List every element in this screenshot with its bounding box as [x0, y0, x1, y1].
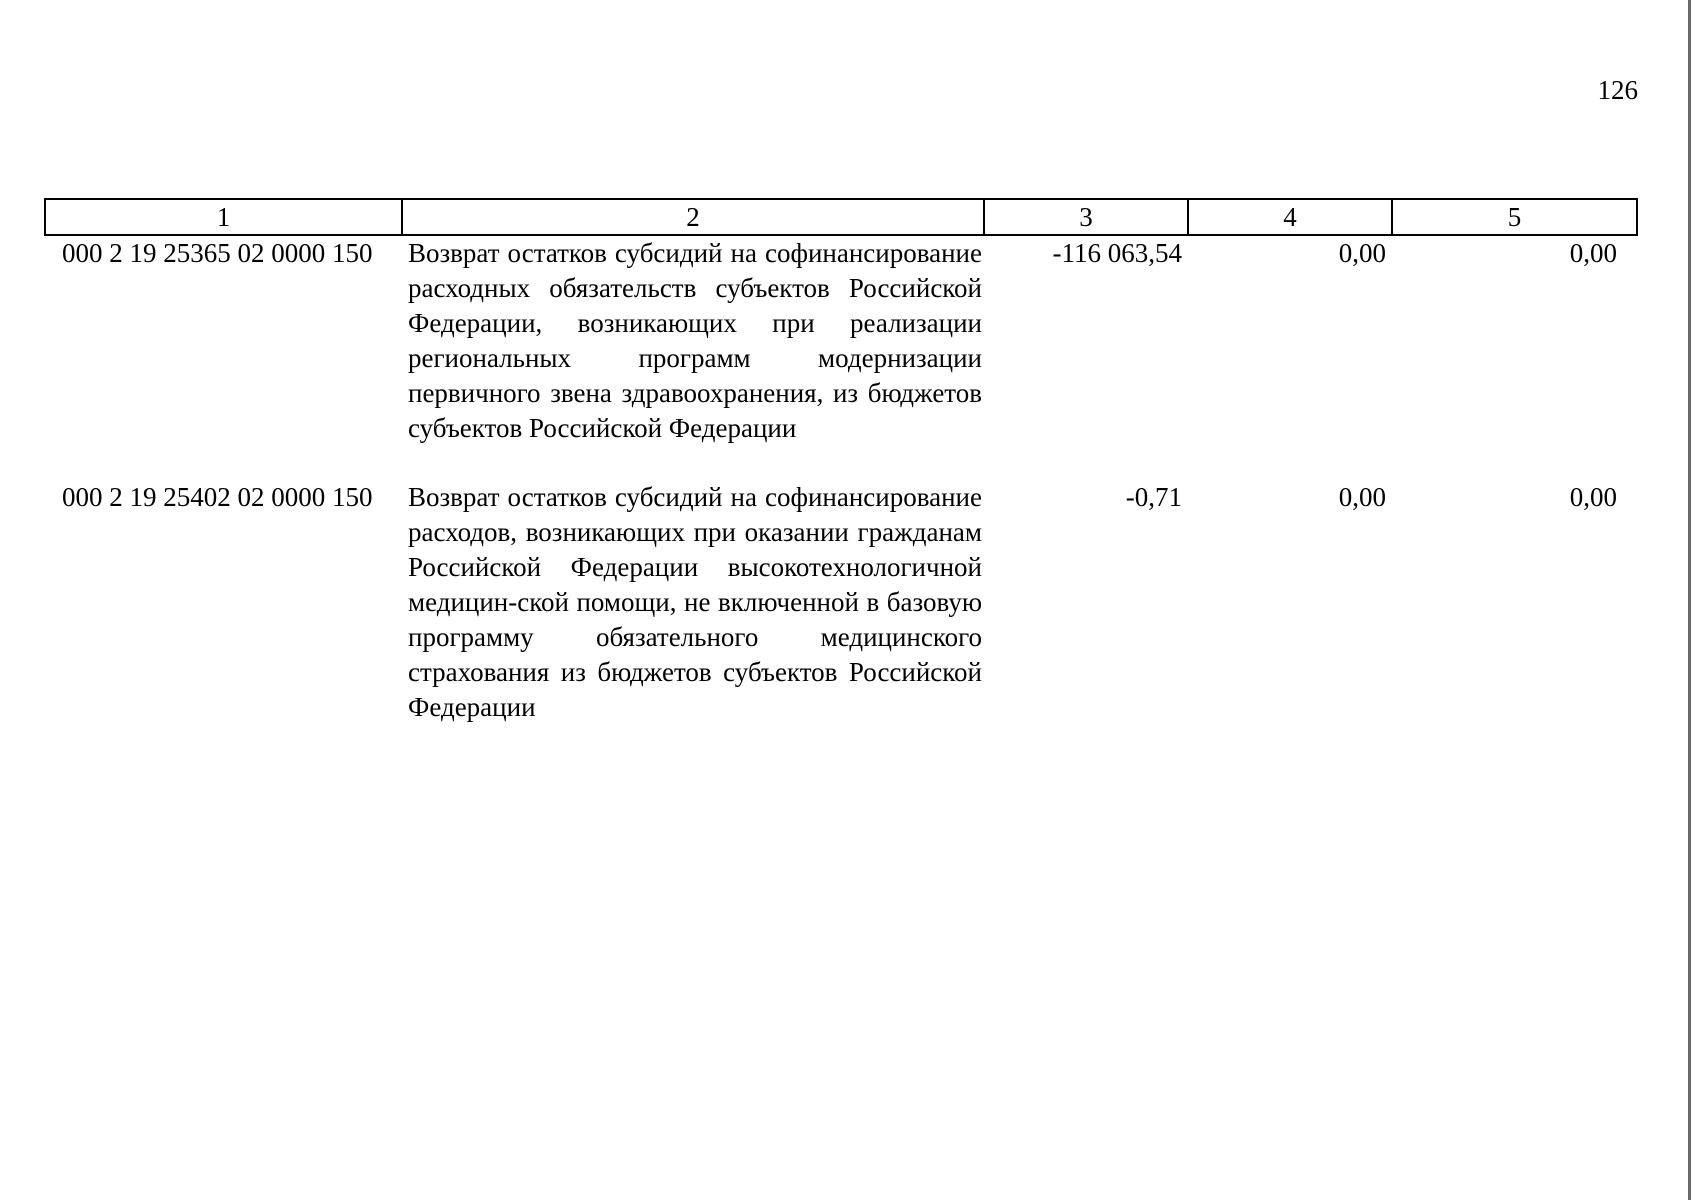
- table-row: [45, 235, 1637, 446]
- row-value-col4: 0,00: [1338, 238, 1386, 268]
- header-col-5: 5: [1392, 199, 1637, 235]
- header-col-2: 2: [402, 199, 984, 235]
- table-header-row: [45, 199, 1637, 235]
- scan-edge-line: [1688, 0, 1691, 1200]
- row-value-col5: 0,00: [1569, 482, 1617, 512]
- row-value-col4: 0,00: [1338, 482, 1386, 512]
- header-col-3: 3: [984, 199, 1188, 235]
- budget-table: [44, 198, 1638, 725]
- row-code: 000 2 19 25365 02 0000 150: [62, 238, 373, 268]
- row-code: 000 2 19 25402 02 0000 150: [62, 482, 373, 512]
- header-col-4: 4: [1188, 199, 1392, 235]
- row-description: Возврат остатков субсидий на софинансирование расходов, возникающих при оказании гражданам Российской Федерации высокотехнологичной медицин-ской помощи, не включенной в базовую программу обязательного медицинского страхования из бюджетов субъектов Российской Федерации: [408, 482, 982, 722]
- table-row: [45, 480, 1637, 725]
- header-col-1: 1: [45, 199, 402, 235]
- row-spacer: [45, 446, 1637, 480]
- row-value-col3: -0,71: [1125, 482, 1182, 512]
- row-description: Возврат остатков субсидий на софинансирование расходных обязательств субъектов Российской Федерации, возникающих при реализации региональных программ модернизации первичного звена здравоохранения, из бюджетов субъектов Российской Федерации: [408, 238, 982, 443]
- row-value-col3: -116 063,54: [1052, 238, 1182, 268]
- row-value-col5: 0,00: [1569, 238, 1617, 268]
- page-number: 126: [1597, 75, 1638, 105]
